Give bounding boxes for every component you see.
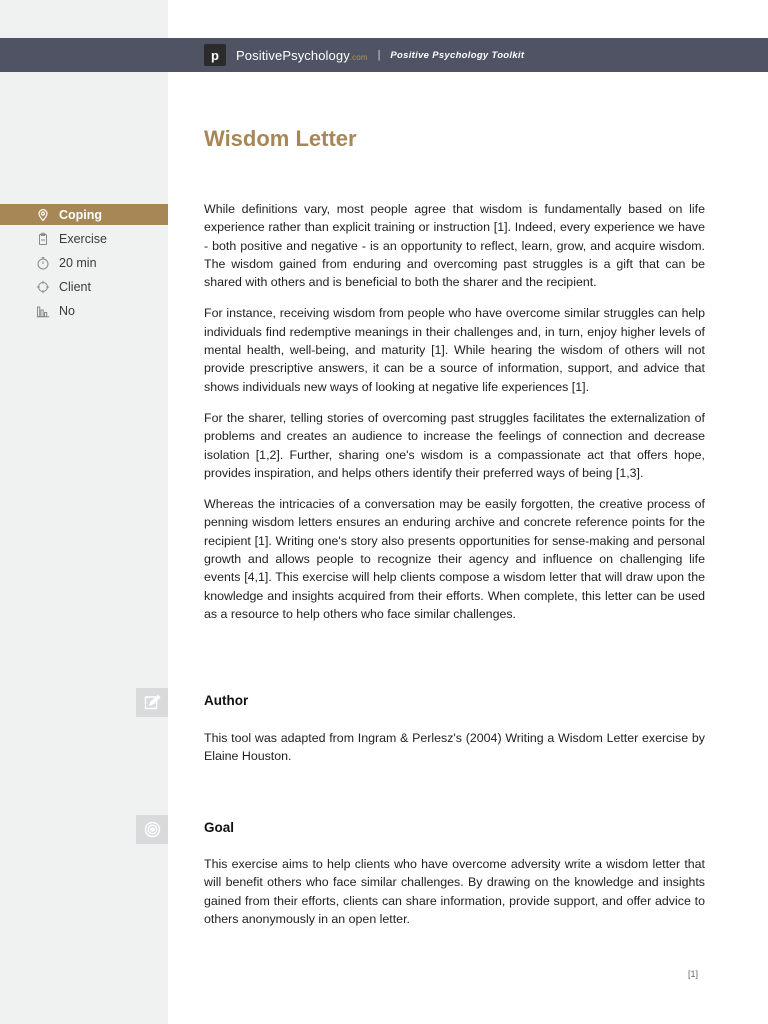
edit-icon [144,694,161,711]
intro-paragraph: Whereas the intricacies of a conversation may be easily forgotten, the creative process of penning wisdom letters ensures an enduring archive and concrete reference points for the recipient [1]. Writing one's story also presents opportunities for sense-making and personal growth and allows people to recognize their agency and influence on challenging life events [4,1]. This exercise will help clients compose a wisdom letter that will draw upon the knowledge and insights acquired from their efforts. When complete, this letter can be used as a resource to help others who face similar challenges. [204,497,705,621]
meta-label: Coping [59,207,103,222]
brand-name: PositivePsychology.com [236,47,368,63]
goal-paragraph: This exercise aims to help clients who have overcome adversity write a wisdom letter that will benefit others who face similar challenges. By drawing on the knowledge and insights gained from their efforts, clients can share information, provide support, and offer advice to others anonymously in an open letter. [204,857,705,926]
brand [204,44,524,66]
meta-label: 20 min [59,255,97,270]
stopwatch-icon [36,256,50,270]
page-title: Wisdom Letter [204,126,357,151]
meta-list [0,204,168,324]
target-icon [144,821,161,838]
meta-item-duration [0,252,168,273]
pin-icon [36,208,50,222]
meta-label: Exercise [59,231,107,246]
author-text [204,729,705,779]
author-heading: Author [204,693,249,708]
meta-item-category [0,204,168,225]
goal-text [204,855,705,941]
brand-logo-icon: p [204,44,226,66]
bar-chart-icon [36,304,50,318]
meta-item-type [0,228,168,249]
meta-label: Client [59,279,91,294]
meta-label: No [59,303,75,318]
clipboard-icon [36,232,50,246]
intro-paragraph: For the sharer, telling stories of overcoming past struggles facilitates the externalization of problems and creates an audience to increase the feelings of connection and decrease isolation [1,2]. Further, sharing one's wisdom is a compassionate act that offers hope, provides inspiration, and helps others identify their preferred ways of being [1,3]. [204,410,705,480]
meta-item-audience [0,276,168,297]
brand-suffix: .com [349,52,368,62]
intro-paragraph: While definitions vary, most people agree that wisdom is fundamentally based on life experience rather than explicit training or instruction [1]. Indeed, every experience we have - both positive and negative - is an opportunity to reflect, learn, grow, and acquire wisdom. The wisdom gained from enduring and overcoming past struggles is a gift that can be shared with others and is beneficial to both the sharer and the recipient. [204,202,705,290]
goal-heading: Goal [204,820,235,835]
brand-tagline: Positive Psychology Toolkit [390,49,525,61]
crosshair-icon [36,280,50,294]
brand-separator: | [377,49,381,61]
author-paragraph: This tool was adapted from Ingram & Perlesz's (2004) Writing a Wisdom Letter exercise by Elaine Houston. [204,731,705,764]
goal-section-icon [136,815,168,844]
footnote-marker: [1] [688,969,699,979]
author-section-icon [136,688,168,717]
left-sidebar [0,0,168,1024]
meta-item-scoring [0,300,168,321]
intro-paragraph: For instance, receiving wisdom from people who have overcome similar struggles can help individuals find redemptive meanings in their challenges and, in turn, enjoy higher levels of mental health, well-being, and maturity [1]. While hearing the wisdom of others will not provide prescriptive answers, it can be a source of information, support, and advice that shows individuals new ways of looking at negative life experiences [1]. [204,306,705,394]
intro-text [204,200,705,636]
